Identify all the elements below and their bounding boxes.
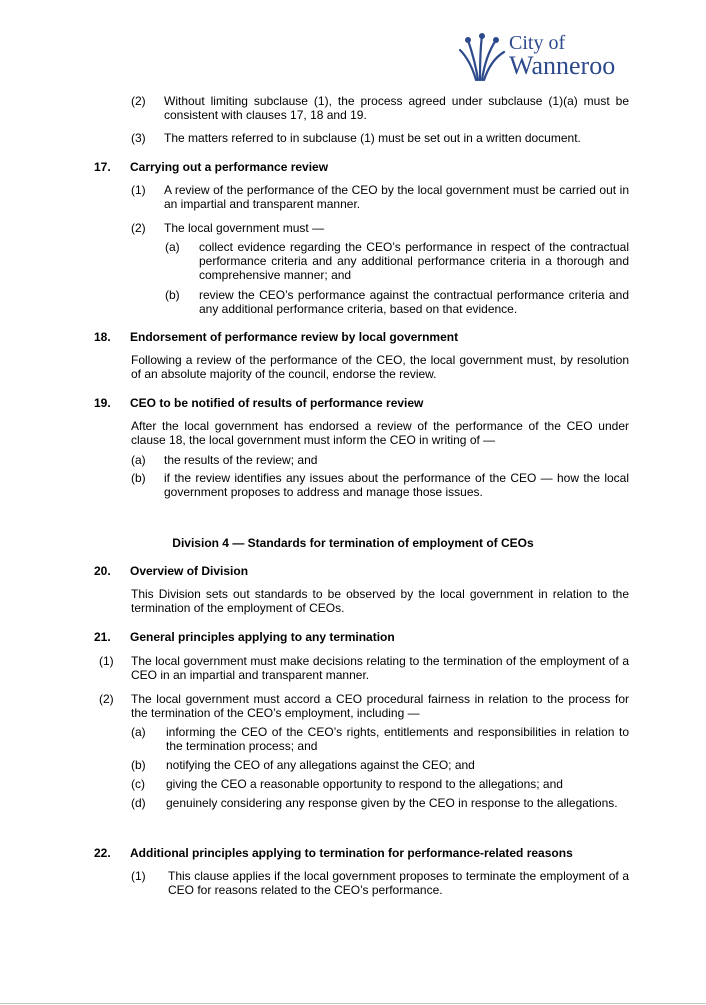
clause-17-number: 17. bbox=[94, 160, 111, 174]
clause-20-text: This Division sets out standards to be observed by the local government in relation to the termination of the employment of CEOs. bbox=[131, 587, 629, 615]
clause-17-2-b-number: (b) bbox=[165, 288, 180, 302]
clause-21-number: 21. bbox=[94, 630, 111, 644]
clause-21-2-c-number: (c) bbox=[131, 777, 145, 791]
clause-21-1-text: The local government must make decisions relating to the termination of the employment of a CEO in an impartial and transparent manner. bbox=[131, 654, 629, 682]
clause-16-2-number: (2) bbox=[131, 94, 146, 108]
clause-21-2-d-text: genuinely considering any response given by the CEO in response to the allegations. bbox=[166, 796, 618, 810]
logo-text-wanneroo: Wanneroo bbox=[509, 51, 616, 80]
clause-16-3-text: The matters referred to in subclause (1) must be set out in a written document. bbox=[164, 131, 581, 145]
clause-22-heading: Additional principles applying to termination for performance-related reasons bbox=[130, 846, 573, 860]
clause-21-2-c-text: giving the CEO a reasonable opportunity to respond to the allegations; and bbox=[166, 777, 563, 791]
page-bottom-divider bbox=[0, 1003, 706, 1004]
clause-21-heading: General principles applying to any termination bbox=[130, 630, 395, 644]
clause-19-number: 19. bbox=[94, 396, 111, 410]
clause-22-number: 22. bbox=[94, 846, 111, 860]
clause-20-heading: Overview of Division bbox=[130, 564, 249, 578]
clause-18-text: Following a review of the performance of the CEO, the local government must, by resolution of an absolute majority of the council, endorse the review. bbox=[131, 353, 629, 381]
clause-21-2-number: (2) bbox=[99, 692, 114, 706]
clause-17-2-a-text: collect evidence regarding the CEO’s performance in respect of the contractual performance criteria and any additional performance criteria in a thorough and comprehensive manner; and bbox=[199, 240, 629, 282]
clause-22-1-text: This clause applies if the local government proposes to terminate the employment of a CEO for reasons related to the CEO’s performance. bbox=[168, 869, 629, 897]
clause-18-heading: Endorsement of performance review by local government bbox=[130, 330, 459, 344]
clause-17-1-number: (1) bbox=[131, 183, 146, 197]
clause-17-1-text: A review of the performance of the CEO by the local government must be carried out in an impartial and transparent manner. bbox=[164, 183, 629, 211]
clause-21-2-b-number: (b) bbox=[131, 758, 146, 772]
logo-text-city-of: City of bbox=[509, 32, 566, 54]
clause-21-2-a-number: (a) bbox=[131, 725, 146, 739]
division-4-heading: Division 4 — Standards for termination of employment of CEOs bbox=[172, 536, 534, 550]
clause-17-2-a-number: (a) bbox=[165, 240, 180, 254]
clause-20-number: 20. bbox=[94, 564, 111, 578]
clause-19-a-text: the results of the review; and bbox=[164, 453, 318, 467]
clause-17-2-text: The local government must — bbox=[164, 221, 325, 235]
clause-19-text: After the local government has endorsed a review of the performance of the CEO under clause 18, the local government must inform the CEO in writing of — bbox=[131, 419, 629, 447]
clause-19-b-number: (b) bbox=[131, 471, 146, 485]
clause-17-heading: Carrying out a performance review bbox=[130, 160, 329, 174]
clause-21-2-a-text: informing the CEO of the CEO’s rights, entitlements and responsibilities in relation to the termination process; and bbox=[166, 725, 629, 753]
clause-17-2-b-text: review the CEO’s performance against the contractual performance criteria and any additional performance criteria, based on that evidence. bbox=[199, 288, 629, 316]
clause-22-1-number: (1) bbox=[131, 869, 146, 883]
clause-19-a-number: (a) bbox=[131, 453, 146, 467]
clause-19-b-text: if the review identifies any issues about the performance of the CEO — how the local government proposes to address and manage those issues. bbox=[164, 471, 629, 499]
clause-21-1-number: (1) bbox=[99, 654, 114, 668]
clause-21-2-d-number: (d) bbox=[131, 796, 146, 810]
clause-21-2-text: The local government must accord a CEO procedural fairness in relation to the process for the termination of the CEO’s employment, including — bbox=[131, 692, 629, 720]
clause-19-heading: CEO to be notified of results of performance review bbox=[130, 396, 424, 410]
clause-16-3-number: (3) bbox=[131, 131, 146, 145]
city-of-wanneroo-logo bbox=[458, 30, 633, 82]
clause-18-number: 18. bbox=[94, 330, 111, 344]
clause-16-2-text: Without limiting subclause (1), the process agreed under subclause (1)(a) must be consistent with clauses 17, 18 and 19. bbox=[164, 94, 629, 122]
clause-17-2-number: (2) bbox=[131, 221, 146, 235]
grass-tree-icon bbox=[458, 30, 506, 82]
clause-21-2-b-text: notifying the CEO of any allegations against the CEO; and bbox=[166, 758, 475, 772]
